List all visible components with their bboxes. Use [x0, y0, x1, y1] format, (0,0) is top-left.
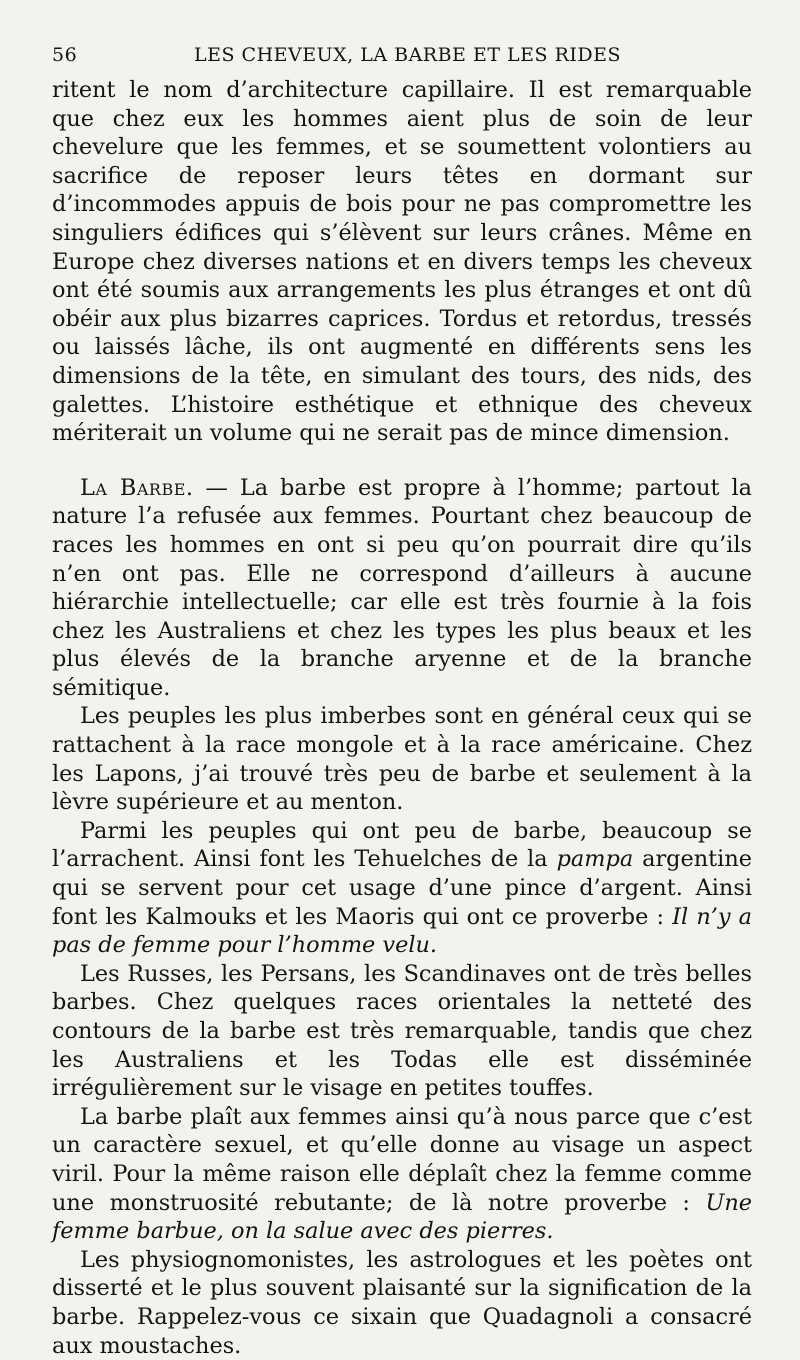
- italic-pampa: pampa: [556, 846, 634, 873]
- italic-proverbe-maori: Il n’y a pas de femme pour l’homme velu.: [52, 903, 752, 959]
- paragraph-caractere-sexuel: [52, 1103, 752, 1246]
- section-heading-la-barbe: La Barbe.: [80, 474, 194, 501]
- paragraph-arrachent-text-b: argentine qui se servent pour cet usage d’une pince d’argent. Ainsi font les Kalmouks et les Maoris qui ont ce proverbe :: [52, 846, 752, 930]
- paragraph-peuples-imberbes: Les peuples les plus imberbes sont en général ceux qui se rattachent à la race mongole et à la race américaine. Chez les Lapons, j’ai trouvé très peu de barbe et seulement à la lèvre supérieure et au menton.: [52, 703, 752, 816]
- page-number: 56: [52, 44, 78, 66]
- body-text: [52, 76, 752, 1360]
- paragraph-arrachent: [52, 817, 752, 960]
- paragraph-la-barbe-text: — La barbe est propre à l’homme; partout la nature l’a refusée aux femmes. Pourtant chez beaucoup de races les hommes en ont si peu qu’on pourrait dire qu’ils n’en ont pas. Elle ne correspond d’ailleurs à aucune hiérarchie intellectuelle; car elle est très fournie à la fois chez les Australiens et chez les types les plus beaux et les plus élevés de la branche aryenne et de la branche sémitique.: [52, 474, 752, 701]
- paragraph-architecture-capillaire: ritent le nom d’architecture capillaire. Il est remarquable que chez eux les hommes aient plus de soin de leur chevelure que les femmes, et se soumettent volontiers au sacrifice de reposer leurs têtes en dormant sur d’incommodes appuis de bois pour ne pas compromettre les singuliers édifices qui s’élèvent sur leurs crânes. Même en Europe chez diverses nations et en divers temps les cheveux ont été soumis aux arrangements les plus étranges et ont dû obéir aux plus bizarres caprices. Tordus et retordus, tressés ou laissés lâche, ils ont augmenté en différents sens les dimensions de la tête, en simulant des tours, des nids, des galettes. L’histoire esthétique et ethnique des cheveux mériterait un volume qui ne serait pas de mince dimension.: [52, 77, 752, 447]
- section-gap: [52, 448, 752, 474]
- italic-proverbe-femme-barbue: Une femme barbue, on la salue avec des pierres.: [52, 1189, 752, 1245]
- running-head: [52, 40, 752, 76]
- paragraph-physiognomonistes: Les physiognomonistes, les astrologues et les poètes ont disserté et le plus souvent plaisanté sur la signification de la barbe. Rappelez-vous ce sixain que Quadagnoli a consacré aux moustaches.: [52, 1246, 752, 1359]
- running-title: LES CHEVEUX, LA BARBE ET LES RIDES: [194, 44, 622, 66]
- paragraph-caractere-sexuel-text: La barbe plaît aux femmes ainsi qu’à nous parce que c’est un caractère sexuel, et qu’elle donne au visage un aspect viril. Pour la même raison elle déplaît chez la femme comme une monstruosité rebutante; de là notre proverbe :: [52, 1103, 752, 1216]
- paragraph-belles-barbes: Les Russes, les Persans, les Scandinaves ont de très belles barbes. Chez quelques races orientales la netteté des contours de la barbe est très remarquable, tandis que chez les Australiens et les Todas elle est disséminée irrégulièrement sur le visage en petites touffes.: [52, 960, 752, 1102]
- paragraph-la-barbe: [52, 474, 752, 703]
- paragraph-arrachent-text-a: Parmi les peuples qui ont peu de barbe, beaucoup se l’arrachent. Ainsi font les Tehuelches de la: [52, 817, 752, 873]
